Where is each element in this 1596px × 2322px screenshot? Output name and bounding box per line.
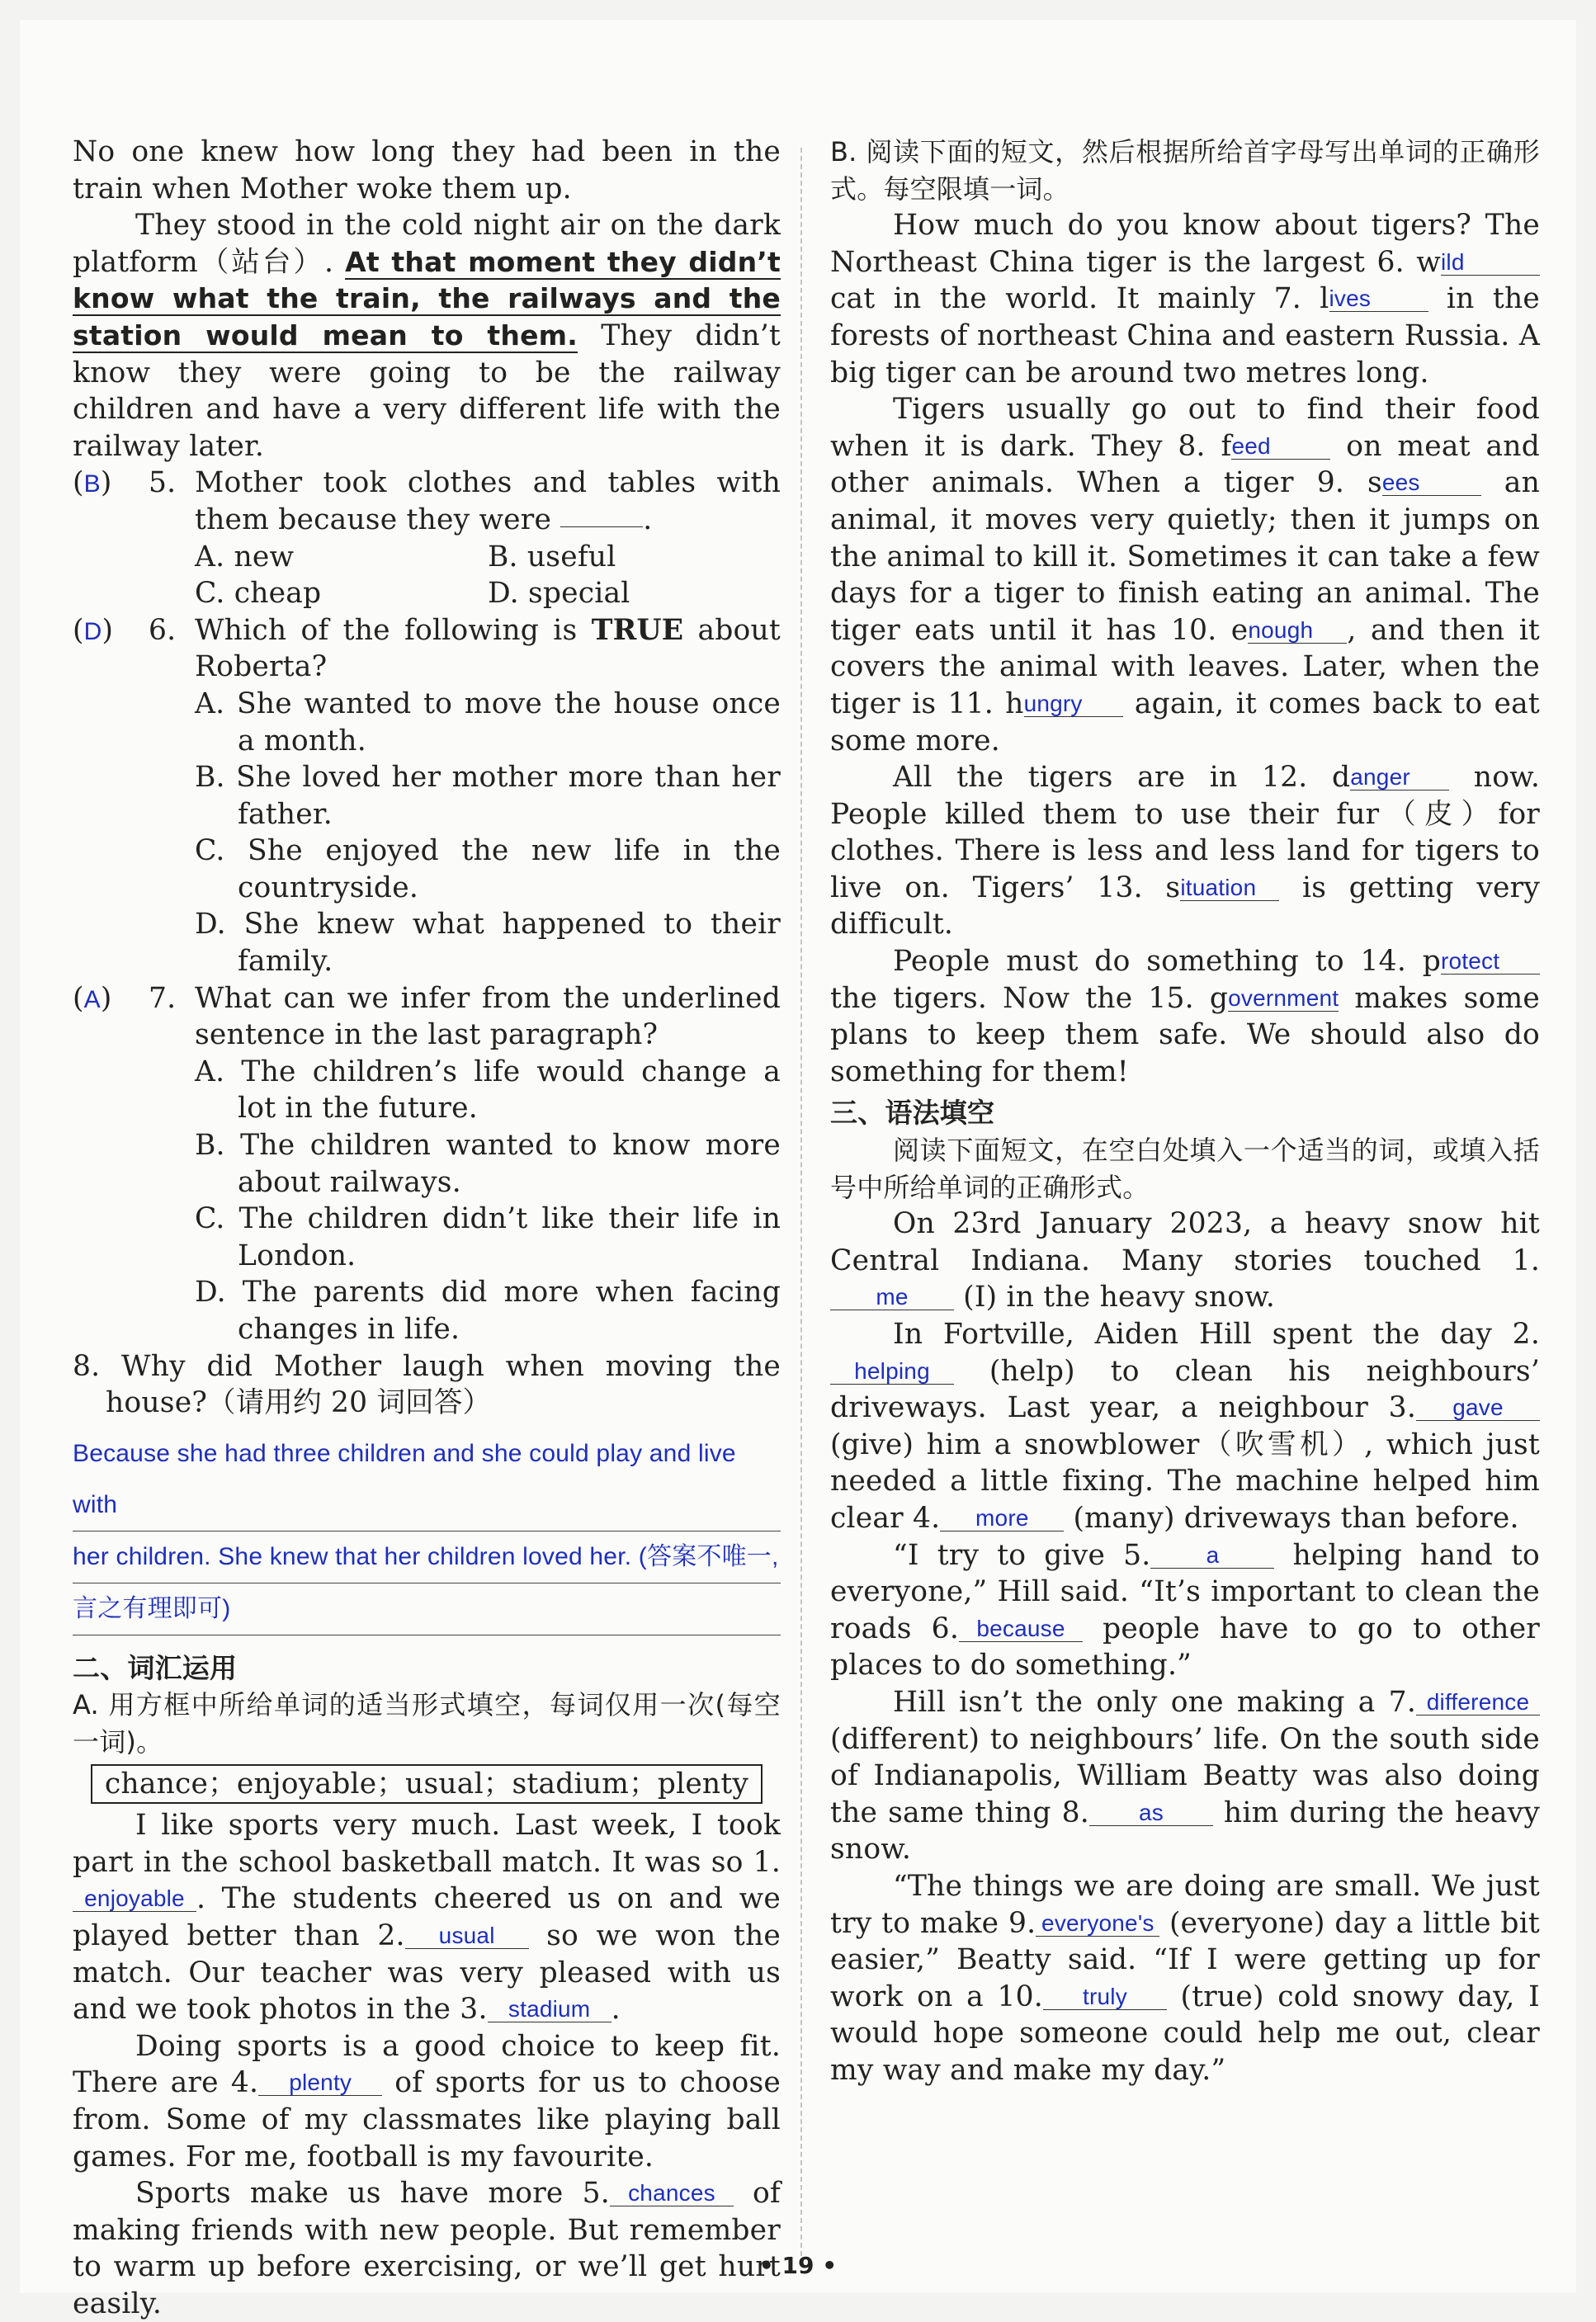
option[interactable]: B. The children wanted to know more about railways. bbox=[195, 1129, 781, 1199]
answer-mark: B bbox=[83, 470, 101, 498]
question-7: (A) 7. What can we infer from the underlined sentence in the last paragraph? A. The children’s life would change a lot in the future. B. The children wanted to know more about railways. C. The children didn’t like their life in London. D. The parents did more when facing changes in life. bbox=[73, 980, 781, 1348]
grammar-blank-1[interactable]: me bbox=[830, 1285, 954, 1310]
section-2-title: 二、词汇运用 bbox=[73, 1651, 238, 1684]
blank-12[interactable]: anger bbox=[1350, 765, 1449, 791]
grammar-blank-5[interactable]: a bbox=[1150, 1543, 1274, 1569]
option[interactable]: C. She enjoyed the new life in the countryside. bbox=[195, 834, 781, 904]
option[interactable]: D. The parents did more when facing changes in life. bbox=[195, 1276, 781, 1346]
part-b-paragraph-1: How much do you know about tigers? The Northeast China tiger is the largest 6. wild cat in the world. It mainly 7. lives in the forests of northeast China and eastern Russia. A big tiger can be around two metres long. bbox=[830, 209, 1540, 389]
answer-mark: A bbox=[83, 985, 101, 1013]
option[interactable]: A. The children’s life would change a lot in the future. bbox=[195, 1055, 781, 1126]
grammar-paragraph-4: Hill isn’t the only one making a 7. difference (different) to neighbours’ life. On the south side of Indianapolis, William Beatty was also doing the same thing 8. as him during the heavy snow. bbox=[830, 1685, 1541, 1867]
option[interactable]: B. She loved her mother more than her father. bbox=[195, 761, 781, 831]
grammar-blank-6[interactable]: because bbox=[959, 1616, 1083, 1642]
answer-mark: D bbox=[83, 617, 102, 645]
blank-7[interactable]: ives bbox=[1329, 286, 1428, 312]
part-a-paragraph-1: I like sports very much. Last week, I took part in the school basketball match. It was so 1.enjoyable . The students cheered us on and we played better than 2. usual so we won the match. Our teacher was very pleased with us and we took photos in the 3. stadium . bbox=[73, 1809, 781, 2027]
blank-11[interactable]: ungry bbox=[1024, 691, 1123, 717]
grammar-paragraph-2: In Fortville, Aiden Hill spent the day 2.helping (help) to clean his neighbours’ driveways. Last year, a neighbour 3. gave (give) him a snowblower（吹雪机）, which just needed a little fixing. The machine helped him clear 4. more (many) driveways than before. bbox=[830, 1318, 1540, 1535]
grammar-blank-7[interactable]: difference bbox=[1416, 1690, 1540, 1716]
blank-4[interactable]: plenty bbox=[258, 2070, 382, 2096]
worksheet-page bbox=[20, 20, 1576, 2320]
grammar-blank-3[interactable]: gave bbox=[1416, 1395, 1540, 1421]
grammar-blank-4[interactable]: more bbox=[940, 1506, 1064, 1531]
grammar-blank-8[interactable]: as bbox=[1089, 1800, 1213, 1826]
passage-intro: No one knew how long they had been in the train when Mother woke them up. bbox=[73, 135, 781, 205]
answer-lines[interactable]: Because she had three children and she could play and live with her children. She knew that her children loved her. (答案不唯一, 言之有理即可) bbox=[73, 1428, 781, 1635]
grammar-paragraph-3: “I try to give 5. a helping hand to everyone,” Hill said. “It’s important to clean the roads 6. because people have to go to other places to do something.” bbox=[830, 1538, 1541, 1683]
option[interactable]: A. She wanted to move the house once a month. bbox=[195, 687, 781, 757]
option[interactable]: D. She knew what happened to their family. bbox=[195, 908, 781, 979]
option[interactable]: B. useful bbox=[488, 540, 616, 573]
option[interactable]: A. new bbox=[195, 540, 295, 573]
option[interactable]: C. cheap bbox=[195, 577, 322, 611]
part-b-instructions: B. 阅读下面的短文，然后根据所给首字母写出单词的正确形式。每空限填一词。 bbox=[830, 136, 1540, 205]
grammar-paragraph-1: On 23rd January 2023, a heavy snow hit Central Indiana. Many stories touched 1.me (I) in the heavy snow. bbox=[830, 1207, 1540, 1314]
part-b-paragraph-2: Tigers usually go out to find their food when it is dark. They 8. feed on meat and other animals. When a tiger 9. sees an animal, it moves very quietly; then it jumps on the animal to kill it. Sometimes it can take a few days for a tiger to finish eating an animal. The tiger eats until it has 10. enough , and then it covers the animal with leaves. Later, when the tiger is 11. hungry again, it comes back to eat some more. bbox=[830, 393, 1540, 757]
grammar-blank-9[interactable]: everyone's bbox=[1036, 1911, 1159, 1937]
answer-blank[interactable] bbox=[560, 526, 643, 527]
grammar-blank-2[interactable]: helping bbox=[830, 1359, 954, 1385]
blank-6[interactable]: ild bbox=[1441, 250, 1540, 276]
grammar-blank-10[interactable]: truly bbox=[1043, 1985, 1167, 2010]
blank-5[interactable]: chances bbox=[610, 2181, 734, 2206]
blank-14[interactable]: rotect bbox=[1441, 949, 1540, 975]
column-divider bbox=[800, 148, 802, 2256]
blank-2[interactable]: usual bbox=[405, 1923, 529, 1949]
section-3-instructions: 阅读下面短文，在空白处填入一个适当的词，或填入括号中所给单词的正确形式。 bbox=[830, 1135, 1540, 1203]
word-box: chance；enjoyable；usual；stadium；plenty bbox=[91, 1764, 763, 1805]
part-a-paragraph-2: Doing sports is a good choice to keep fit. There are 4. plenty of sports for us to choose from. Some of my classmates like playing ball games. For me, football is my favourite. bbox=[73, 2029, 781, 2173]
question-6: (D) 6. Which of the following is TRUE about Roberta? A. She wanted to move the house once a month. B. She loved her mother more than her father. C. She enjoyed the new life in the countryside. D. She knew what happened to their family. bbox=[73, 612, 781, 980]
left-column bbox=[73, 134, 781, 2322]
blank-9[interactable]: ees bbox=[1382, 470, 1481, 496]
underlined-sentence: At that moment they didn’t know what the train, the railways and the station would mean to them. bbox=[73, 245, 781, 352]
blank-15[interactable]: overnment bbox=[1228, 984, 1339, 1011]
option[interactable]: D. special bbox=[488, 577, 630, 611]
passage-last-paragraph: They stood in the cold night air on the dark platform（站台）. At that moment they didn’t know what the train, the railways and the station would mean to them. They didn’t know they were going to be the railway children and have a very different life with the railway later. bbox=[73, 209, 781, 463]
blank-1[interactable]: enjoyable bbox=[73, 1886, 196, 1912]
blank-13[interactable]: ituation bbox=[1180, 875, 1279, 901]
grammar-paragraph-5: “The things we are doing are small. We just try to make 9. everyone's (everyone) day a little bit easier,” Beatty said. “If I were getting up for work on a 10. truly (true) cold snowy day, I would hope someone could help me out, clear my way and make my day.” bbox=[830, 1869, 1540, 2087]
blank-10[interactable]: nough bbox=[1248, 618, 1347, 644]
page-number: • 19 • bbox=[758, 2252, 838, 2279]
option[interactable]: C. The children didn’t like their life in London. bbox=[195, 1202, 781, 1272]
question-5: (B) 5. Mother took clothes and tables with them because they were . A. new B. useful C. cheap D. special bbox=[73, 465, 781, 611]
blank-8[interactable]: eed bbox=[1231, 434, 1330, 460]
part-b-paragraph-3: All the tigers are in 12. danger now. People killed them to use their fur（皮）for clothes. There is less and less land for tigers to live on. Tigers’ 13. situation is getting very difficult. bbox=[830, 761, 1541, 942]
part-b-paragraph-4: People must do something to 14. protect the tigers. Now the 15. government makes some plans to keep them safe. We should also do something for them! bbox=[830, 945, 1540, 1088]
part-a-instructions: A. 用方框中所给单词的适当形式填空，每词仅用一次(每空一词)。 bbox=[73, 1689, 781, 1758]
blank-3[interactable]: stadium bbox=[488, 1997, 611, 2022]
part-a-paragraph-3: Sports make us have more 5. chances of making friends with new people. But remember to warm up before exercising, or we’ll get hurt easily. bbox=[73, 2177, 781, 2320]
question-8: 8. Why did Mother laugh when moving the house?（请用约 20 词回答） Because she had three children and she could play and live with her children. She knew that her children loved her. (答案不唯一, 言之有理即可) bbox=[73, 1348, 781, 1635]
section-3-title: 三、语法填空 bbox=[830, 1097, 995, 1130]
right-column bbox=[830, 134, 1540, 2088]
